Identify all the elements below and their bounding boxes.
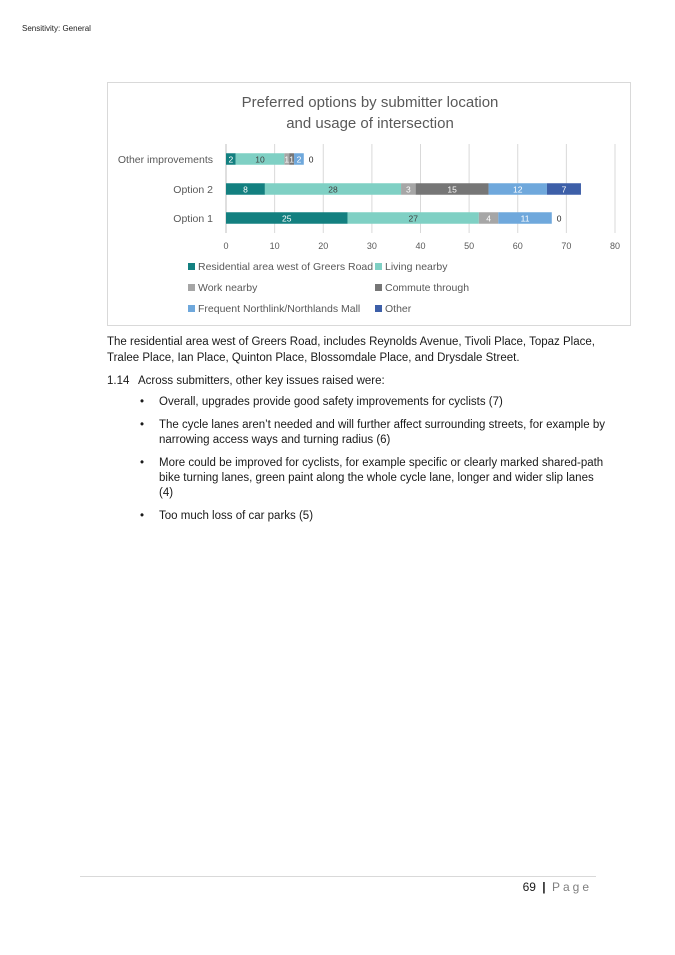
- legend-swatch: [375, 305, 382, 312]
- legend-swatch: [188, 284, 195, 291]
- data-label: 0: [556, 213, 562, 224]
- legend-swatch: [188, 263, 195, 270]
- legend-label: Frequent Northlink/Northlands Mall: [198, 303, 361, 315]
- list-item: [107, 395, 607, 410]
- bullet-icon: •: [140, 457, 145, 469]
- list-item: [107, 456, 607, 501]
- section-number: 1.14: [107, 375, 130, 387]
- page-separator: |: [542, 880, 546, 894]
- list-item: [107, 418, 607, 448]
- x-tick-label: 70: [561, 241, 572, 251]
- legend-label: Commute through: [385, 282, 470, 294]
- footer-divider: [80, 876, 596, 877]
- x-tick-label: 50: [464, 241, 475, 251]
- data-label: 11: [520, 213, 530, 224]
- x-tick-label: 60: [512, 241, 523, 251]
- bullet-icon: •: [140, 396, 145, 408]
- legend-swatch: [188, 305, 195, 312]
- page-number: 69: [522, 880, 536, 894]
- key-issues-list: [107, 395, 607, 532]
- list-item-text: Too much loss of car parks (5): [159, 510, 314, 522]
- section-heading-text: Across submitters, other key issues raised were:: [138, 375, 385, 387]
- legend-label: Other: [385, 303, 412, 315]
- legend-label: Work nearby: [198, 282, 258, 294]
- legend-swatch: [375, 263, 382, 270]
- bullet-icon: •: [140, 419, 145, 431]
- data-label: 28: [328, 184, 338, 195]
- x-tick-label: 40: [415, 241, 426, 251]
- category-label: Option 1: [173, 213, 213, 225]
- data-label: 4: [486, 213, 491, 224]
- data-label: 2: [296, 154, 302, 165]
- data-label: 25: [282, 213, 292, 224]
- legend-swatch: [375, 284, 382, 291]
- list-item-text: The cycle lanes aren’t needed and will further affect surrounding streets, for example by narrowing access ways and turning radius (6): [159, 419, 605, 446]
- x-tick-label: 10: [269, 241, 280, 251]
- data-label: 7: [561, 184, 567, 195]
- list-item: [107, 509, 607, 524]
- chart-container: [107, 82, 631, 326]
- data-label: 2: [228, 154, 234, 165]
- bullet-icon: •: [140, 510, 145, 522]
- data-label: 8: [243, 184, 248, 195]
- x-tick-label: 80: [609, 241, 621, 251]
- category-label: Other improvements: [117, 154, 213, 166]
- chart-title: and usage of intersection: [286, 115, 454, 132]
- legend-label: Living nearby: [385, 261, 448, 273]
- data-label: 15: [447, 184, 457, 195]
- data-label: 27: [408, 213, 418, 224]
- list-item-text: Overall, upgrades provide good safety improvements for cyclists (7): [159, 396, 503, 408]
- data-label: 1: [289, 154, 295, 165]
- x-tick-label: 20: [318, 241, 329, 251]
- paragraph-residential-area: The residential area west of Greers Road, includes Reynolds Avenue, Tivoli Place, Topaz Place, Tralee Place, Ian Place, Quinton Place, Blossomdale Place, and Drysdale Street.: [107, 336, 595, 364]
- data-label: 1: [284, 154, 290, 165]
- list-item-text: More could be improved for cyclists, for example specific or clearly marked shared-path bike turning lanes, green paint along the whole cycle lane, longer and wider slip lanes (4): [159, 457, 604, 499]
- data-label: 0: [308, 154, 314, 165]
- data-label: 12: [513, 184, 523, 195]
- page-footer: [523, 880, 592, 894]
- sensitivity-label: Sensitivity: General: [22, 24, 91, 33]
- data-label: 10: [255, 154, 265, 165]
- legend-label: Residential area west of Greers Road: [198, 261, 374, 273]
- chart-title: Preferred options by submitter location: [241, 94, 499, 111]
- x-tick-label: 0: [223, 241, 229, 251]
- category-label: Option 2: [173, 184, 213, 196]
- stacked-bar-chart: [108, 83, 632, 327]
- x-tick-label: 30: [366, 241, 377, 251]
- page-word: Page: [551, 880, 592, 894]
- data-label: 3: [405, 184, 411, 195]
